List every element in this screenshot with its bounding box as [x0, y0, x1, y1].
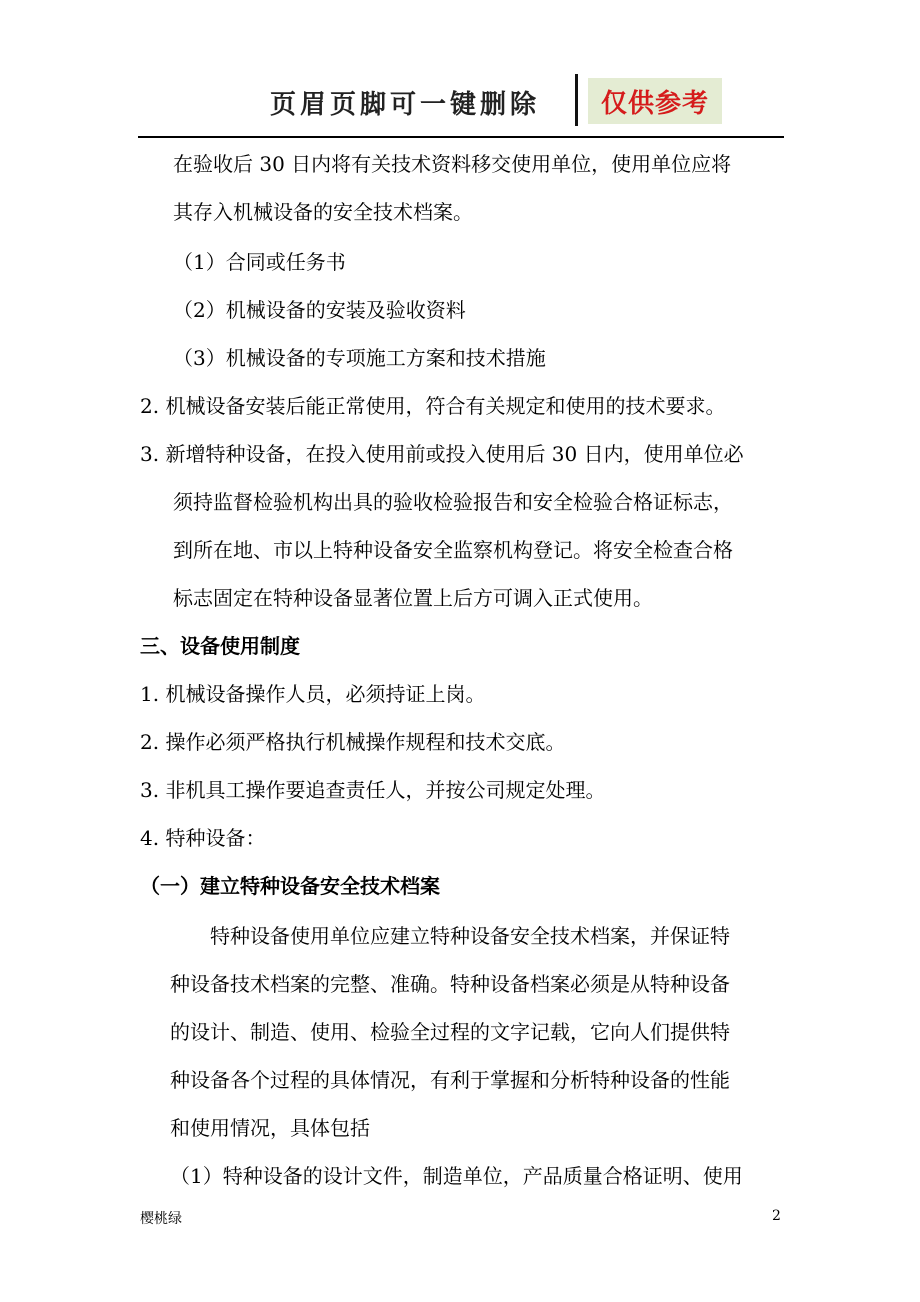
header-rule [138, 136, 784, 138]
body-line: 的设计、制造、使用、检验全过程的文字记载，它向人们提供特 [170, 1020, 730, 1044]
body-line: 到所在地、市以上特种设备安全监察机构登记。将安全检查合格 [173, 538, 733, 562]
body-line: 和使用情况，具体包括 [170, 1116, 370, 1140]
subsection-heading: （一）建立特种设备安全技术档案 [140, 874, 440, 898]
body-line: 其存入机械设备的安全技术档案。 [173, 200, 473, 224]
list-item: （1）特种设备的设计文件，制造单位，产品质量合格证明、使用 [170, 1164, 743, 1188]
list-item: （3）机械设备的专项施工方案和技术措施 [173, 346, 546, 370]
list-item: （2）机械设备的安装及验收资料 [173, 298, 466, 322]
header-title: 页眉页脚可一键删除 [270, 90, 541, 120]
footer-author: 樱桃绿 [140, 1211, 182, 1227]
section-heading: 三、设备使用制度 [140, 634, 300, 658]
list-item: 3. 非机具工操作要追查责任人，并按公司规定处理。 [140, 778, 606, 802]
body-line: 种设备技术档案的完整、准确。特种设备档案必须是从特种设备 [170, 972, 730, 996]
header-divider [575, 74, 578, 126]
page-header [0, 0, 920, 140]
list-item: 2. 操作必须严格执行机械操作规程和技术交底。 [140, 730, 566, 754]
list-item: （1）合同或任务书 [173, 250, 346, 274]
list-item: 1. 机械设备操作人员，必须持证上岗。 [140, 682, 486, 706]
list-item: 3. 新增特种设备，在投入使用前或投入使用后 30 日内，使用单位必 [140, 442, 744, 466]
reference-badge: 仅供参考 [588, 78, 722, 124]
body-line: 标志固定在特种设备显著位置上后方可调入正式使用。 [173, 586, 653, 610]
body-line: 在验收后 30 日内将有关技术资料移交使用单位，使用单位应将 [173, 152, 732, 176]
list-item: 2. 机械设备安装后能正常使用，符合有关规定和使用的技术要求。 [140, 394, 726, 418]
list-item: 4. 特种设备： [140, 826, 266, 850]
page-number: 2 [772, 1208, 781, 1224]
body-line: 特种设备使用单位应建立特种设备安全技术档案，并保证特 [210, 924, 730, 948]
body-line: 须持监督检验机构出具的验收检验报告和安全检验合格证标志， [173, 490, 733, 514]
body-line: 种设备各个过程的具体情况，有利于掌握和分析特种设备的性能 [170, 1068, 730, 1092]
